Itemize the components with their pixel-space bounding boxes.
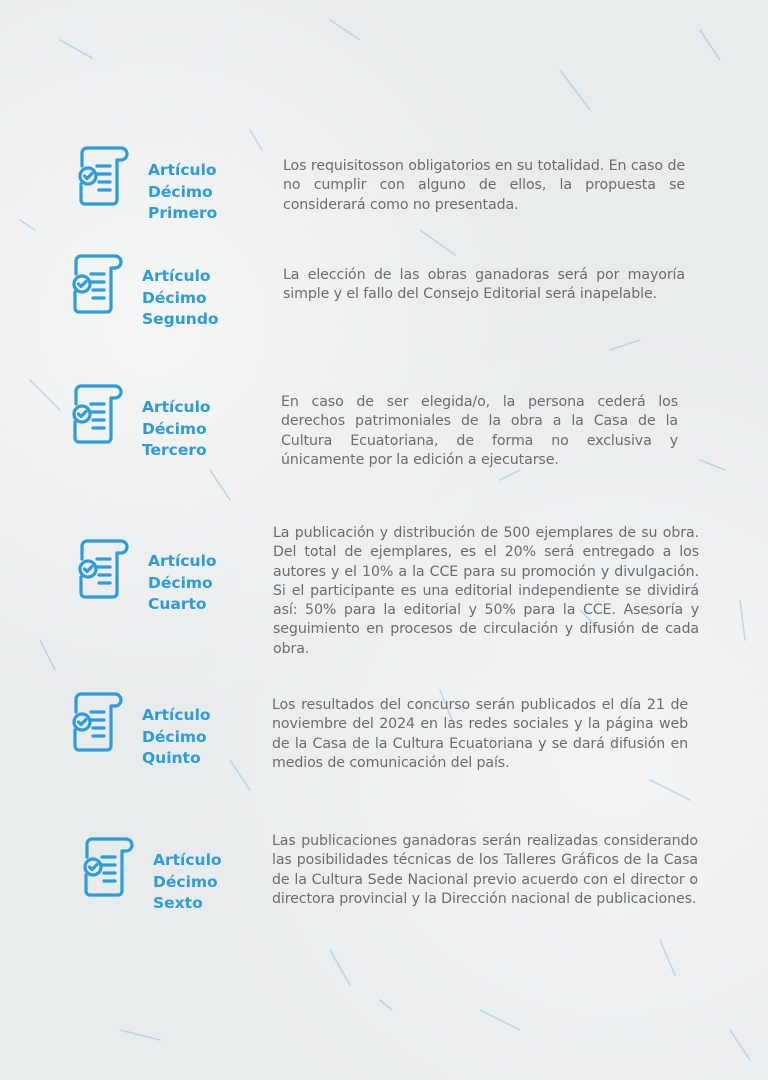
document-check-icon: [71, 382, 125, 444]
article-title: Artículo Décimo Sexto: [153, 851, 222, 912]
document-check-icon: [71, 252, 125, 314]
article-title: Artículo Décimo Primero: [148, 161, 218, 222]
article-title: Artículo Décimo Quinto: [142, 706, 211, 767]
document-check-icon: [77, 144, 131, 206]
article-title: Artículo Décimo Cuarto: [148, 552, 217, 613]
article-text: La publicación y distribución de 500 ejemplares de su obra. Del total de ejemplares, es el 20% será entregado a los autores y el 10% a la CCE para su promoción y divulgación. Si el participante es una editorial independiente se dividirá así: 50% para la editorial y 50% para la CCE. Asesoría y seguimiento en procesos de circulación y difusión de cada obra.: [273, 525, 699, 657]
article-text: Los resultados del concurso serán publicados el día 21 de noviembre del 2024 en las redes sociales y la página web de la Casa de la Cultura Ecuatoriana y se dará difusión en medios de comunicación del país.: [272, 697, 688, 771]
article-title: Artículo Décimo Tercero: [142, 398, 211, 459]
article-title: Artículo Décimo Segundo: [142, 267, 219, 328]
article-text: Los requisitosson obligatorios en su totalidad. En caso de no cumplir con alguno de ellos, la propuesta se considerará como no presentada.: [283, 158, 685, 213]
document-check-icon: [71, 690, 125, 752]
article-text: En caso de ser elegida/o, la persona cederá los derechos patrimoniales de la obra a la Casa de la Cultura Ecuatoriana, de forma no exclusiva y únicamente por la edición a ejecutarse.: [281, 394, 678, 468]
article-text: La elección de las obras ganadoras será por mayoría simple y el fallo del Consejo Editorial será inapelable.: [283, 267, 685, 303]
article-text: Las publicaciones ganadoras serán realizadas considerando las posibilidades técnicas de los Talleres Gráficos de la Casa de la Cultura Sede Nacional previo acuerdo con el director o directora provincial y la Dirección nacional de publicaciones.: [272, 833, 698, 907]
document-check-icon: [77, 537, 131, 599]
document-check-icon: [82, 835, 136, 897]
